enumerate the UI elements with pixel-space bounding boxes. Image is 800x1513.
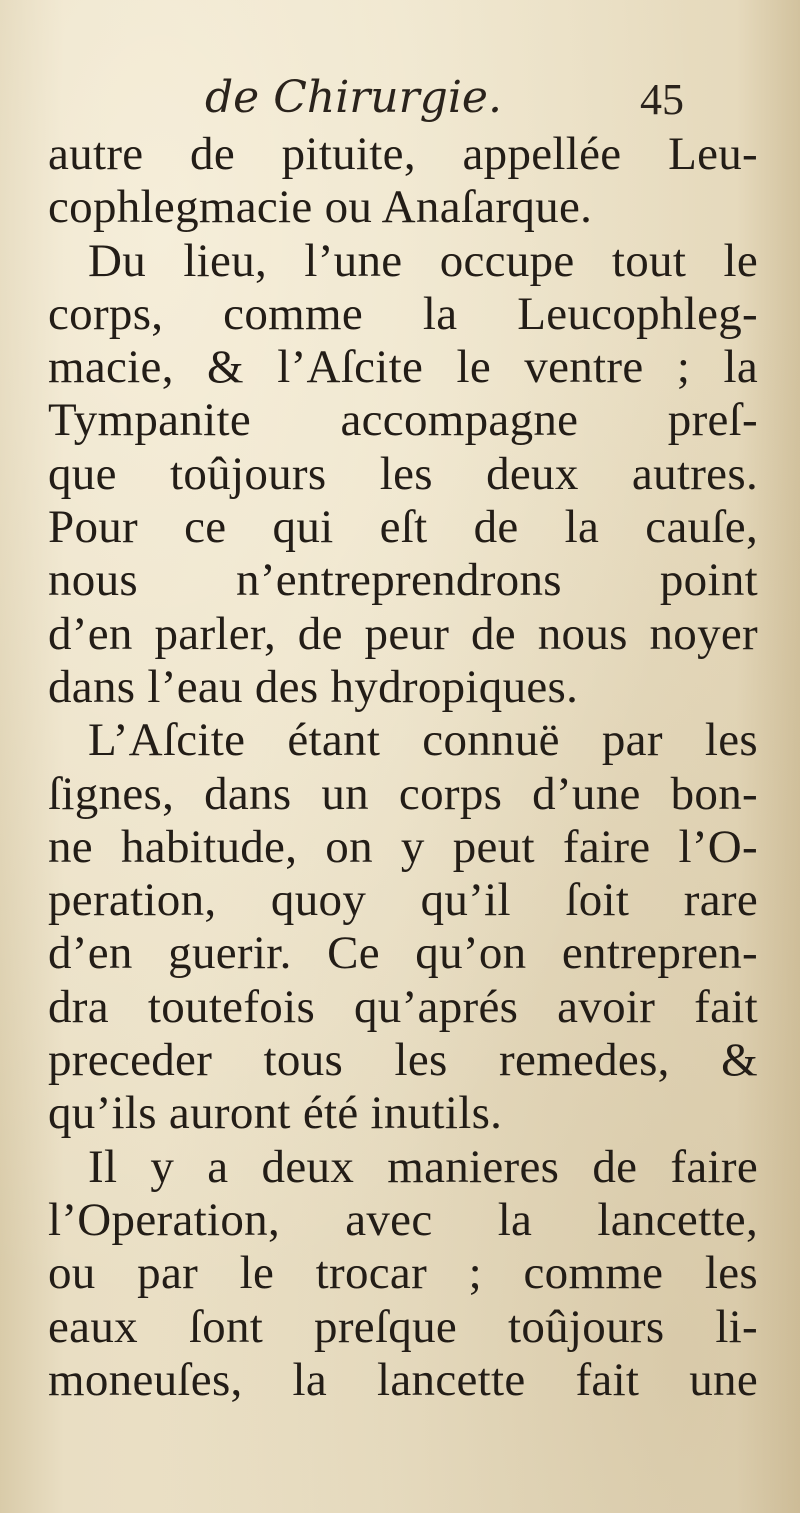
text-line: d’en parler, de peur de nous noyer: [48, 607, 758, 660]
text-line: nous n’entreprendrons point: [48, 554, 758, 607]
text-line: d’en guerir. Ce qu’on entrepren-: [48, 927, 758, 980]
text-line: ou par le trocar ; comme les: [48, 1247, 758, 1300]
text-line: ne habitude, on y peut faire l’O-: [48, 820, 758, 873]
text-line: que toûjours les deux autres.: [48, 447, 758, 500]
text-line: L’Aſcite étant connuë par les: [88, 714, 758, 767]
text-line: macie, & l’Aſcite le ventre ; la: [48, 341, 758, 394]
text-line: ſignes, dans un corps d’une bon-: [48, 767, 758, 820]
text-line: dans l’eau des hydropiques.: [48, 660, 579, 713]
text-line: cophlegmacie ou Anaſarque.: [48, 181, 593, 234]
page-number: 45: [640, 75, 684, 124]
text-line: preceder tous les remedes, &: [48, 1034, 758, 1087]
text-line: autre de pituite, appellée Leu-: [48, 128, 758, 180]
text-line: moneuſes, la lancette fait une: [48, 1353, 758, 1406]
text-line: Il y a deux manieres de faire: [88, 1140, 758, 1193]
text-line: eaux ſont preſque toûjours li-: [48, 1300, 758, 1353]
text-line: l’Operation, avec la lancette,: [48, 1193, 758, 1246]
text-line: qu’ils auront été inutils.: [48, 1087, 503, 1140]
body-text: [48, 128, 758, 1407]
text-line: corps, comme la Leucophleg-: [48, 287, 758, 340]
text-line: Du lieu, l’une occupe tout le: [88, 234, 758, 287]
text-line: peration, quoy qu’il ſoit rare: [48, 874, 758, 927]
text-line: dra toutefois qu’aprés avoir fait: [48, 980, 758, 1033]
running-head: de Chirurgie.: [205, 72, 502, 123]
text-line: Tympanite accompagne preſ-: [48, 394, 758, 447]
page-header: [0, 72, 800, 132]
text-line: Pour ce qui eſt de la cauſe,: [48, 501, 758, 554]
